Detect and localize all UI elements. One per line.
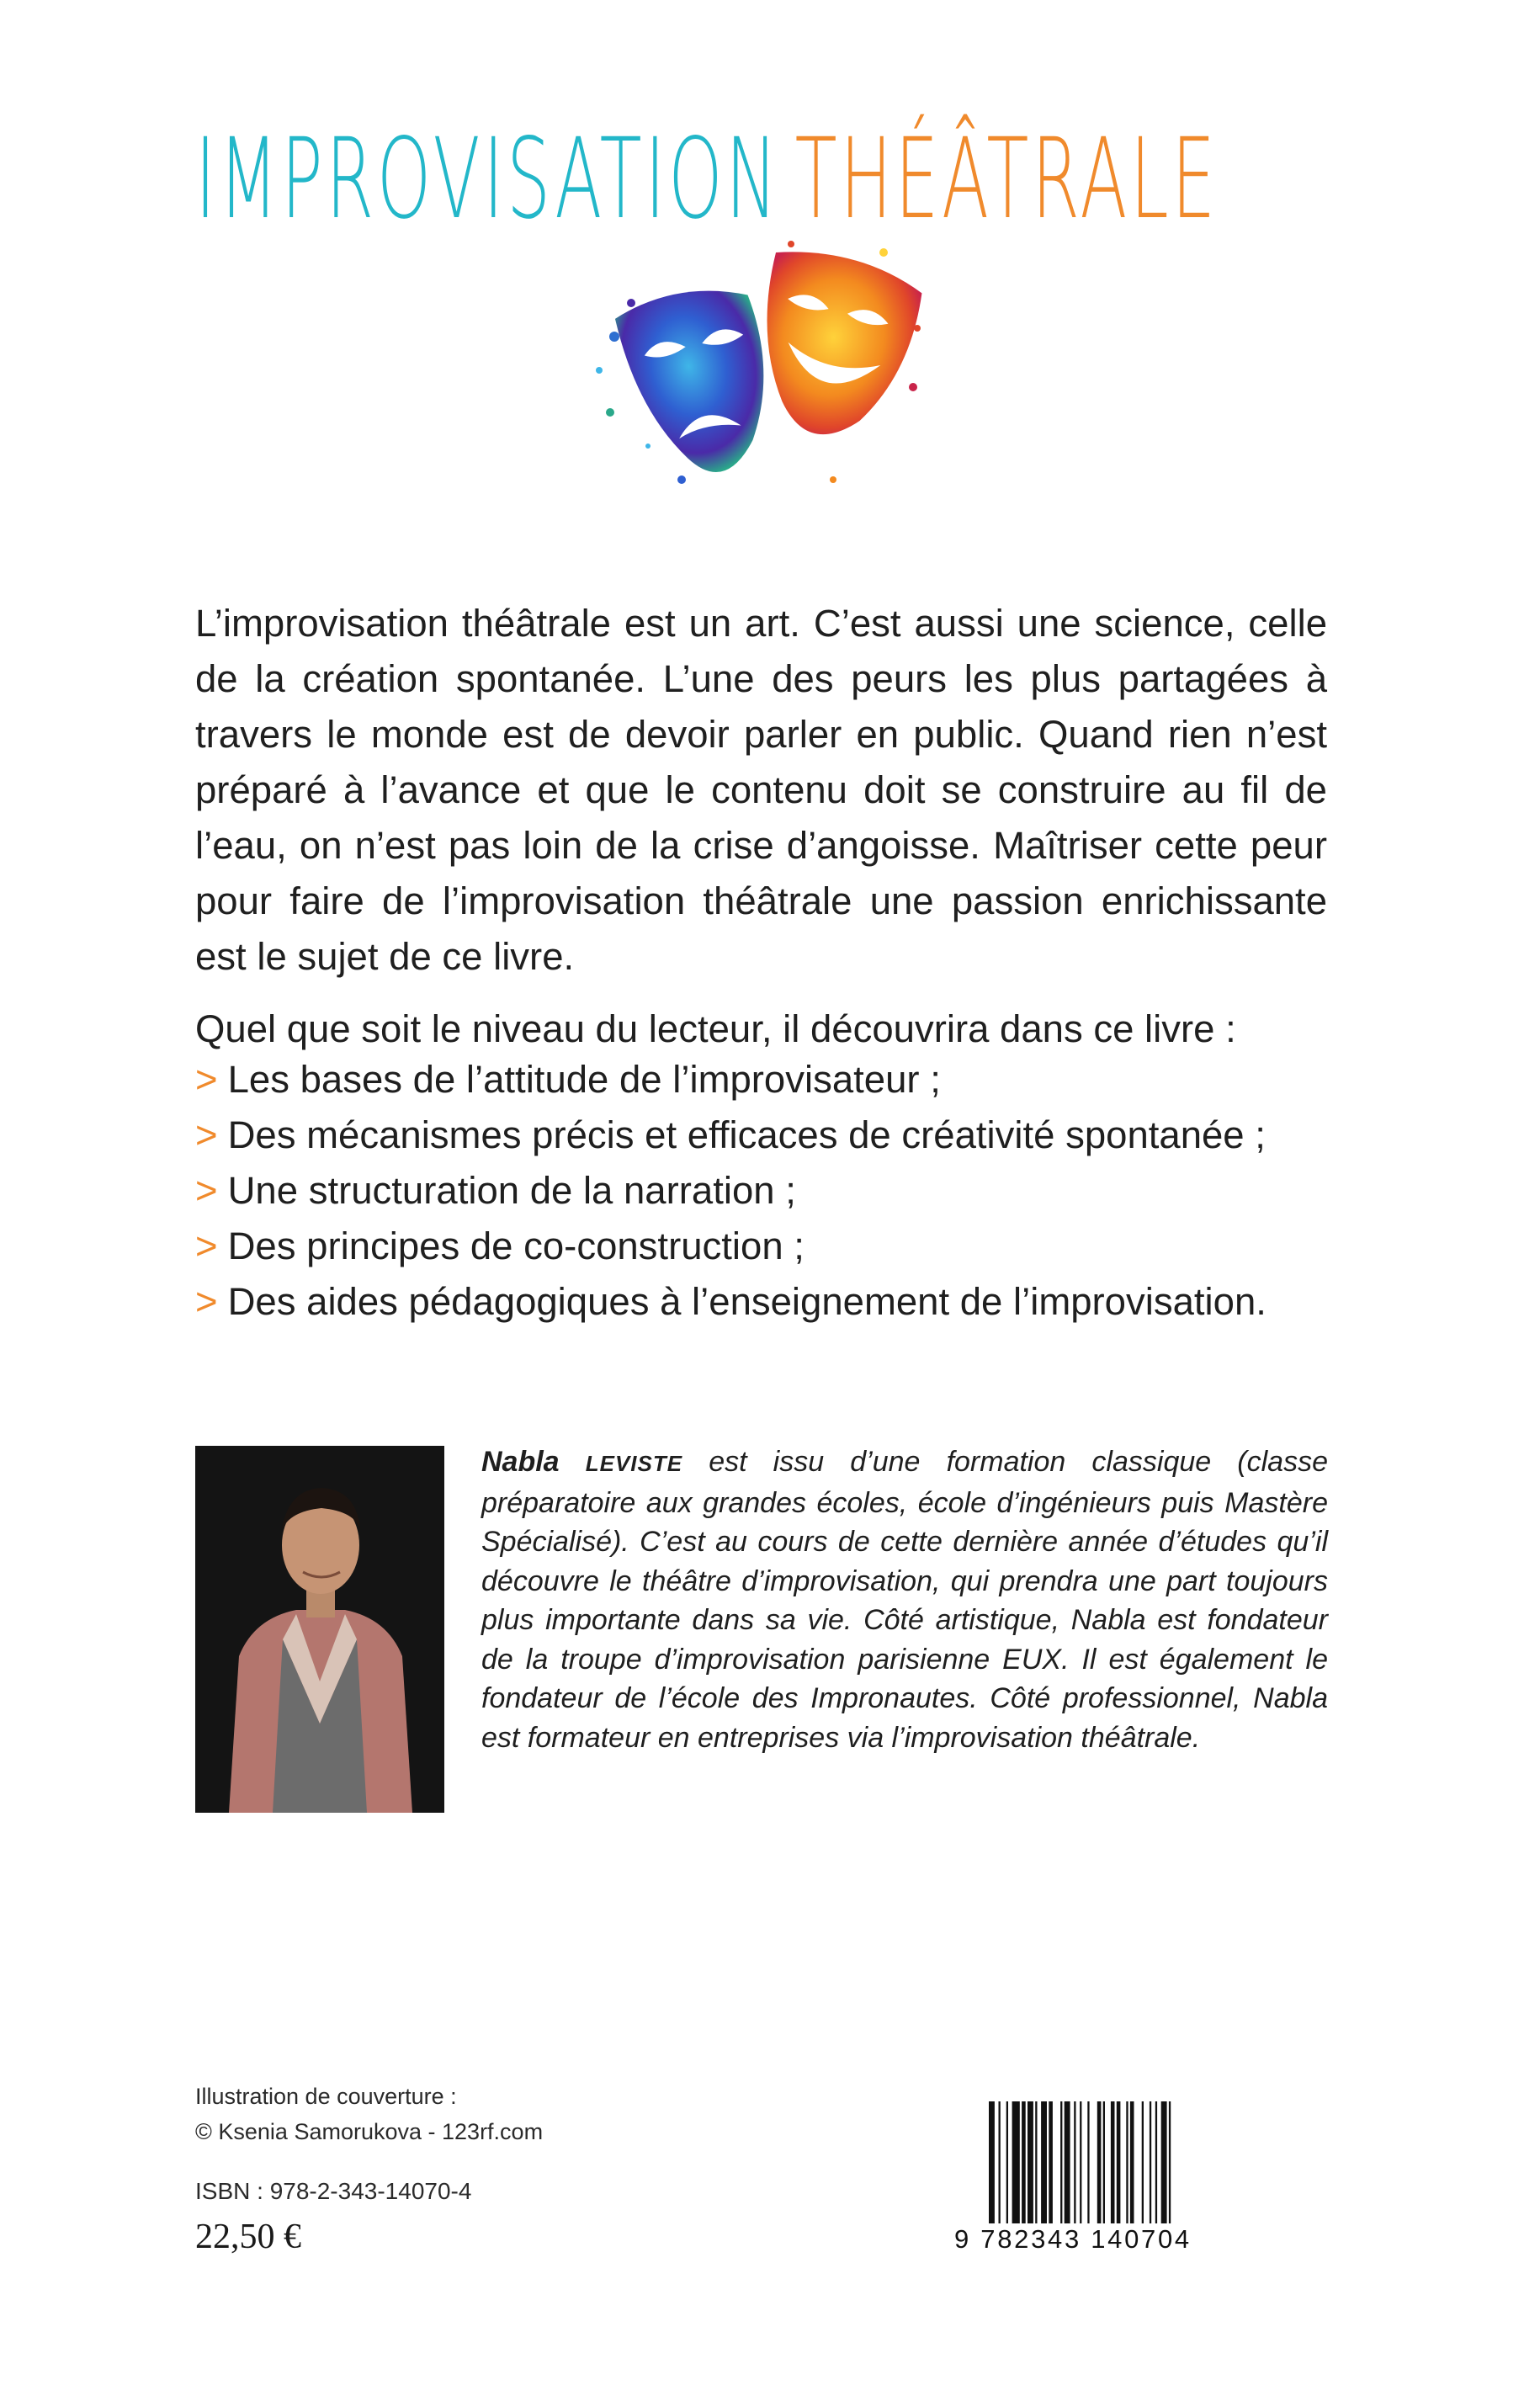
- barcode-bar: [1142, 2101, 1144, 2223]
- bullets-intro: Quel que soit le niveau du lecteur, il découvrira dans ce livre :: [195, 1007, 1236, 1050]
- barcode-bar: [1041, 2101, 1047, 2223]
- barcode-bar: [1080, 2101, 1081, 2223]
- credit-line-1: Illustration de couverture :: [195, 2084, 457, 2109]
- barcode-bar: [1035, 2101, 1037, 2223]
- chevron-right-icon: >: [195, 1058, 218, 1101]
- author-photo: [195, 1446, 444, 1813]
- cover-credit: [195, 2079, 543, 2149]
- bullet-list: [195, 1052, 1390, 1330]
- barcode-number: 9 782343 140704: [954, 2224, 1192, 2254]
- chevron-right-icon: >: [195, 1280, 218, 1323]
- title-part-1: IMPROVISATION: [195, 114, 781, 244]
- chevron-right-icon: >: [195, 1169, 218, 1212]
- author-bio-text: est issu d’une formation classique (classe préparatoire aux grandes écoles, école d’ingénieurs puis Mastère Spécialisé). C’est au cours de cette dernière année d’études qu’il découvre le théâtre d’improvisation, qui prendra une part toujours plus importante dans sa vie. Côté artistique, Nabla est fondateur de la troupe d’improvisation parisienne EUX. Il est également le fondateur de l’école des Impronautes. Côté professionnel, Nabla est formateur en entreprises via l’improvisation théâtrale.: [481, 1446, 1328, 1754]
- barcode-bar: [1012, 2101, 1020, 2223]
- barcode-bar: [1028, 2101, 1033, 2223]
- credit-line-2: © Ksenia Samorukova - 123rf.com: [195, 2119, 544, 2144]
- barcode-bar: [1006, 2101, 1008, 2223]
- barcode-bar: [1103, 2101, 1105, 2223]
- blurb-paragraph: L’improvisation théâtrale est un art. C’est aussi une science, celle de la création spontanée. L’une des peurs les plus partagées à travers le monde est de devoir parler en public. Quand rien n’est préparé à l’avance et que le contenu doit se construire au fil de l’eau, on n’est pas loin de la crise d’angoisse. Maîtriser cette peur pour faire de l’improvisation théâtrale une passion enrichissante est le sujet de ce livre.: [195, 602, 1327, 978]
- barcode-bar: [999, 2101, 1001, 2223]
- barcode-bar: [1117, 2101, 1121, 2223]
- barcode-bar: [1130, 2101, 1134, 2223]
- barcode-bar: [1097, 2101, 1102, 2223]
- barcode-bar: [989, 2101, 995, 2223]
- barcode-bar: [1111, 2101, 1115, 2223]
- barcode-bar: [1126, 2101, 1128, 2223]
- list-item: > Des aides pédagogiques à l’enseignement de l’improvisation.: [195, 1280, 1267, 1323]
- barcode-bar: [1161, 2101, 1167, 2223]
- list-item: > Les bases de l’attitude de l’improvisateur ;: [195, 1058, 941, 1101]
- theatre-masks-icon: [581, 227, 934, 513]
- barcode-bar: [1087, 2101, 1089, 2223]
- chevron-right-icon: >: [195, 1113, 218, 1156]
- barcode-bar: [1169, 2101, 1171, 2223]
- list-item: > Des principes de co-construction ;: [195, 1224, 805, 1267]
- barcode-bar: [1155, 2101, 1157, 2223]
- author-name: Nabla LEVISTE: [481, 1446, 683, 1478]
- barcode: [989, 2101, 1271, 2223]
- barcode-bar: [1049, 2101, 1053, 2223]
- title-part-2: THÉÂTRALE: [794, 114, 1219, 244]
- barcode-bar: [1065, 2101, 1070, 2223]
- barcode-bar: [1022, 2101, 1026, 2223]
- list-item: > Une structuration de la narration ;: [195, 1169, 796, 1212]
- barcode-bar: [1150, 2101, 1151, 2223]
- isbn: ISBN : 978-2-343-14070-4: [195, 2178, 472, 2204]
- list-item: > Des mécanismes précis et efficaces de créativité spontanée ;: [195, 1113, 1266, 1156]
- barcode-bar: [1074, 2101, 1075, 2223]
- price: 22,50 €: [195, 2218, 301, 2256]
- barcode-bar: [1060, 2101, 1062, 2223]
- author-portrait-icon: [195, 1446, 444, 1813]
- author-bio: [481, 1442, 1328, 1757]
- chevron-right-icon: >: [195, 1224, 218, 1267]
